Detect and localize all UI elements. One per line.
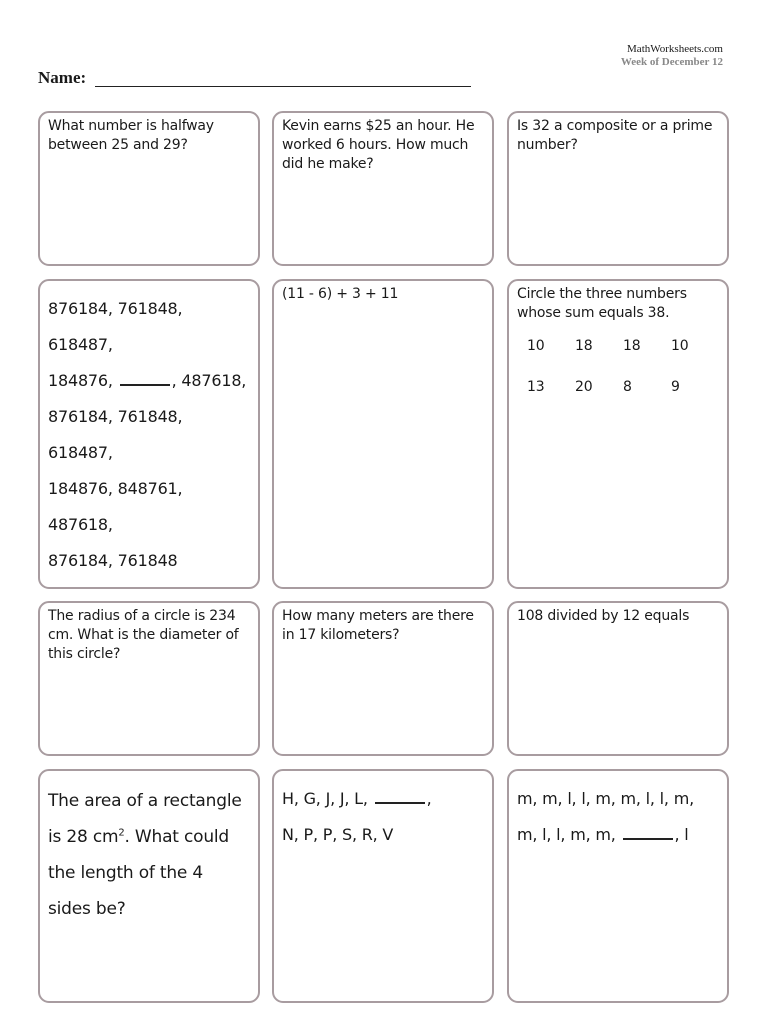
problem-text: Kevin earns $25 an hour. He worked 6 hours. How much did he make? (282, 118, 475, 172)
problem-box-8[interactable] (272, 601, 494, 756)
problem-text: Is 32 a composite or a prime number? (517, 118, 713, 153)
answer-blank[interactable] (375, 792, 425, 804)
problem-box-2[interactable] (272, 111, 494, 266)
problem-text: (11 - 6) + 3 + 11 (282, 286, 399, 302)
problem-box-4[interactable] (38, 279, 260, 589)
superscript: 2 (118, 827, 125, 839)
number-choice[interactable]: 8 (623, 379, 632, 395)
sequence-part: , 487618, (171, 371, 247, 390)
number-choice[interactable]: 9 (671, 379, 680, 395)
problem-text: The radius of a circle is 234 cm. What is the diameter of this circle? (48, 608, 239, 662)
problem-box-12[interactable] (507, 769, 729, 1003)
sequence-part: 184876, (48, 371, 113, 390)
problem-box-7[interactable] (38, 601, 260, 756)
number-choice[interactable]: 18 (623, 338, 641, 354)
sequence-part: m, l, l, m, m, (517, 825, 616, 844)
number-choices (527, 337, 719, 397)
answer-blank[interactable] (120, 374, 170, 386)
sequence-line (517, 817, 719, 853)
problem-box-9[interactable] (507, 601, 729, 756)
site-header (621, 43, 723, 69)
sequence-line: 876184, 761848 (48, 551, 178, 570)
sequence-line: N, P, P, S, R, V (282, 825, 394, 844)
sequence-line (282, 781, 484, 817)
problem-text: . What could the length of the 4 sides be? (48, 827, 230, 919)
sequence-line: m, m, l, l, m, m, l, l, m, (517, 789, 694, 808)
problem-box-3[interactable] (507, 111, 729, 266)
problem-text: 108 divided by 12 equals (517, 608, 690, 624)
number-choice[interactable]: 13 (527, 379, 545, 395)
sequence-part: , l (674, 825, 689, 844)
name-input-line[interactable] (95, 86, 471, 87)
sequence-line (48, 363, 250, 399)
sequence-line: 184876, 848761, 487618, (48, 479, 183, 534)
problem-text: The area of a rectangle is 28 cm (48, 791, 242, 847)
problem-box-1[interactable] (38, 111, 260, 266)
problem-box-11[interactable] (272, 769, 494, 1003)
sequence-line: 876184, 761848, 618487, (48, 299, 183, 354)
number-choice[interactable]: 10 (671, 338, 689, 354)
problem-text: What number is halfway between 25 and 29? (48, 118, 214, 153)
number-choice[interactable]: 18 (575, 338, 593, 354)
sequence-line: 876184, 761848, 618487, (48, 407, 183, 462)
week-label: Week of December 12 (620, 56, 723, 68)
problem-text: Circle the three numbers whose sum equals 38. (517, 286, 687, 321)
problem-box-10[interactable] (38, 769, 260, 1003)
name-label: Name: (38, 68, 87, 87)
site-name: MathWorksheets.com (627, 43, 723, 55)
answer-blank[interactable] (623, 828, 673, 840)
problem-box-6[interactable] (507, 279, 729, 589)
problem-box-5[interactable] (272, 279, 494, 589)
number-choice[interactable]: 10 (527, 338, 545, 354)
sequence-part: H, G, J, J, L, (282, 789, 368, 808)
sequence-part: , (426, 789, 432, 808)
number-choice[interactable]: 20 (575, 379, 593, 395)
problem-text: How many meters are there in 17 kilometers? (282, 608, 474, 643)
